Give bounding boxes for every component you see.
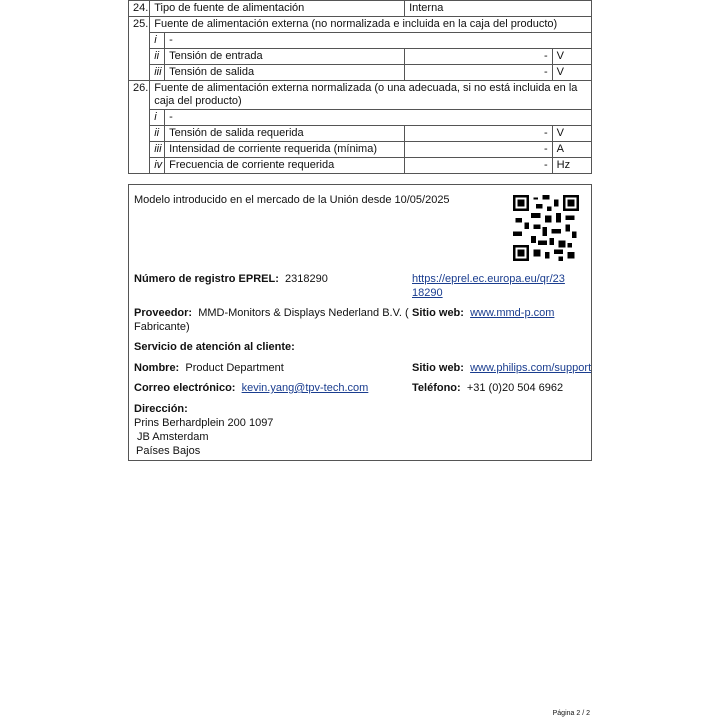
supplier-line1: MMD-Monitors & Displays Nederland B.V. (	[198, 307, 409, 319]
supplier-website-link[interactable]: www.mmd-p.com	[470, 307, 555, 319]
table-row	[129, 158, 592, 174]
supplier-label: Proveedor:	[134, 307, 193, 319]
sub-unit: V	[552, 65, 591, 81]
eprel-label: Número de registro EPREL:	[134, 273, 279, 285]
sub-label: -	[165, 110, 592, 126]
supplier-line2: Fabricante)	[134, 321, 190, 333]
eprel-registration	[134, 272, 328, 286]
customer-service-heading: Servicio de atención al cliente:	[134, 341, 295, 353]
sub-number: i	[150, 33, 165, 49]
sub-unit: V	[552, 126, 591, 142]
address-line3: Países Bajos	[136, 445, 201, 457]
row-label: Fuente de alimentación externa normalizada (o una adecuada, si no está incluida en la caja del producto)	[150, 81, 592, 110]
address-line1: Prins Berhardplein 200 1097	[134, 417, 274, 429]
email-label: Correo electrónico:	[134, 382, 236, 394]
market-date-text: Modelo introducido en el mercado de la Unión desde 10/05/2025	[134, 194, 450, 206]
row-number: 24.	[129, 1, 150, 17]
sub-value: -	[405, 126, 553, 142]
table-row	[129, 33, 592, 49]
eprel-value: 2318290	[284, 273, 328, 285]
address	[134, 402, 273, 458]
sub-number: ii	[150, 49, 165, 65]
row-number: 26.	[129, 81, 150, 174]
sub-number: iii	[150, 65, 165, 81]
table-row	[129, 81, 592, 110]
sub-value: -	[405, 65, 553, 81]
sub-label: Frecuencia de corriente requerida	[165, 158, 405, 174]
sub-label: Tensión de salida	[165, 65, 405, 81]
contact-email	[134, 381, 368, 395]
service-website-link[interactable]: www.philips.com/support	[470, 362, 592, 374]
contact-phone	[412, 381, 563, 395]
table-row	[129, 126, 592, 142]
sub-number: i	[150, 110, 165, 126]
table-row	[129, 142, 592, 158]
website-label: Sitio web:	[412, 307, 464, 319]
sub-value: -	[405, 142, 553, 158]
sub-value: -	[405, 49, 553, 65]
eprel-link[interactable]	[412, 272, 565, 300]
sub-value: -	[405, 158, 553, 174]
sub-number: ii	[150, 126, 165, 142]
name-value: Product Department	[185, 362, 284, 374]
name-label: Nombre:	[134, 362, 180, 374]
phone-value: +31 (0)20 504 6962	[466, 382, 564, 394]
sub-unit: Hz	[552, 158, 591, 174]
sub-label: Tensión de salida requerida	[165, 126, 405, 142]
table-row	[129, 17, 592, 33]
table-row	[129, 65, 592, 81]
table-row	[129, 49, 592, 65]
row-number: 25.	[129, 17, 150, 81]
phone-label: Teléfono:	[412, 382, 461, 394]
eprel-url-line2[interactable]: 18290	[412, 287, 443, 299]
table-row	[129, 1, 592, 17]
sub-label: -	[165, 33, 592, 49]
website-label: Sitio web:	[412, 362, 464, 374]
supplier	[134, 306, 409, 334]
row-label: Fuente de alimentación externa (no normalizada e incluida en la caja del producto)	[150, 17, 592, 33]
email-link[interactable]: kevin.yang@tpv-tech.com	[241, 382, 369, 394]
address-line2: JB Amsterdam	[137, 431, 209, 443]
page-number: Página 2 / 2	[552, 710, 590, 717]
spec-table	[128, 0, 592, 174]
service-website	[412, 361, 591, 375]
contact-name	[134, 361, 284, 375]
table-row	[129, 110, 592, 126]
sub-label: Tensión de entrada	[165, 49, 405, 65]
eprel-url-line1[interactable]: https://eprel.ec.europa.eu/qr/23	[412, 273, 565, 285]
sub-label: Intensidad de corriente requerida (mínima)	[165, 142, 405, 158]
row-value: Interna	[405, 1, 592, 17]
qr-code-icon[interactable]	[513, 195, 579, 261]
row-label: Tipo de fuente de alimentación	[150, 1, 405, 17]
sub-number: iv	[150, 158, 165, 174]
sub-number: iii	[150, 142, 165, 158]
sub-unit: A	[552, 142, 591, 158]
sub-unit: V	[552, 49, 591, 65]
supplier-website	[412, 306, 554, 320]
address-label: Dirección:	[134, 403, 188, 415]
